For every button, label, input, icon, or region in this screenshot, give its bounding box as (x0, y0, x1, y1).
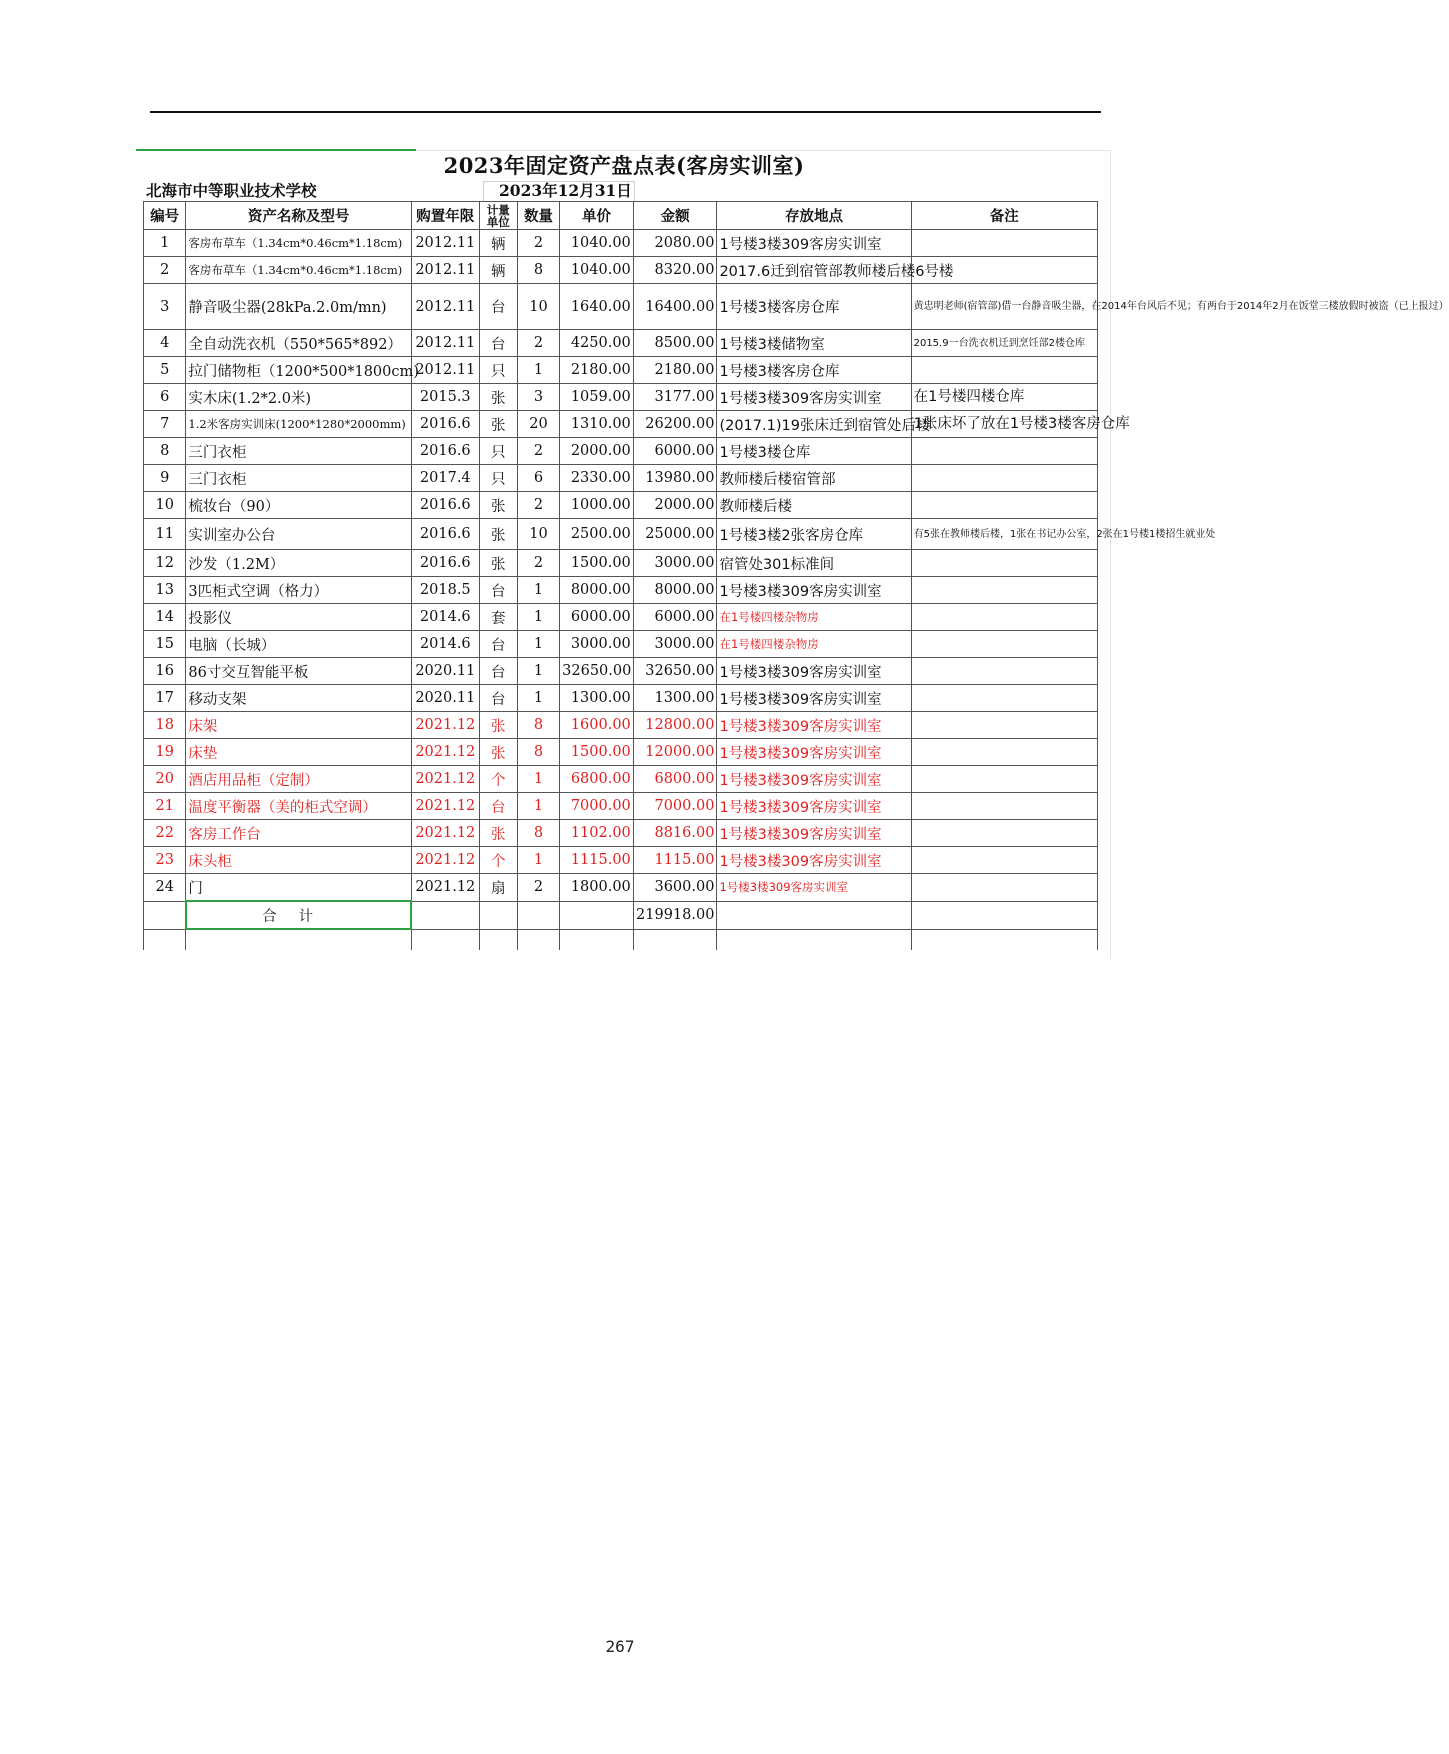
cell-amount: 6800.00 (633, 766, 717, 793)
total-blank (411, 901, 479, 929)
cell-unit: 张 (479, 820, 517, 847)
cell-name: 客房布草车（1.34cm*0.46cm*1.18cm) (186, 257, 411, 284)
cell-no: 6 (144, 384, 186, 411)
cell-location: 1号楼3楼仓库 (717, 438, 911, 465)
cell-amount: 16400.00 (633, 284, 717, 330)
cell-name: 移动支架 (186, 685, 411, 712)
cell-note (911, 793, 1097, 820)
inventory-sheet (138, 150, 1449, 959)
cell-qty: 20 (517, 411, 559, 438)
cell-no: 15 (144, 631, 186, 658)
asset-table (143, 201, 1449, 950)
cell-price: 4250.00 (560, 330, 634, 357)
cell-location: 1号楼3楼2张客房仓库 (717, 519, 911, 550)
cell-unit: 台 (479, 577, 517, 604)
cell-price: 1800.00 (560, 874, 634, 902)
cell-year: 2021.12 (411, 793, 479, 820)
cell-year: 2021.12 (411, 739, 479, 766)
empty-row (144, 929, 1098, 950)
table-row (144, 739, 1098, 766)
col-header-price: 单价 (560, 202, 634, 230)
table-row (144, 438, 1098, 465)
total-blank (717, 901, 911, 929)
cell-note (911, 685, 1097, 712)
cell-location: 1号楼3楼309客房实训室 (717, 577, 911, 604)
cell-name: 客房工作台 (186, 820, 411, 847)
cell-no: 2 (144, 257, 186, 284)
cell-price: 6000.00 (560, 604, 634, 631)
cell-amount: 8816.00 (633, 820, 717, 847)
table-row (144, 631, 1098, 658)
cell-year: 2014.6 (411, 604, 479, 631)
cell-amount: 3177.00 (633, 384, 717, 411)
table-row (144, 847, 1098, 874)
cell-name: 1.2米客房实训床(1200*1280*2000mm) (186, 411, 411, 438)
cell-unit: 台 (479, 330, 517, 357)
cell-qty: 8 (517, 257, 559, 284)
cell-no: 8 (144, 438, 186, 465)
cell-location: 教师楼后楼宿管部 (717, 465, 911, 492)
table-row (144, 658, 1098, 685)
cell-name: 实木床(1.2*2.0米) (186, 384, 411, 411)
cell-no: 11 (144, 519, 186, 550)
cell-qty: 2 (517, 330, 559, 357)
cell-no: 19 (144, 739, 186, 766)
cell-location: 1号楼3楼309客房实训室 (717, 766, 911, 793)
cell-amount: 8000.00 (633, 577, 717, 604)
cell-price: 1115.00 (560, 847, 634, 874)
cell-note (911, 874, 1097, 902)
cell-amount: 32650.00 (633, 658, 717, 685)
cell-year: 2015.3 (411, 384, 479, 411)
cell-note (911, 465, 1097, 492)
table-row (144, 357, 1098, 384)
cell-amount: 7000.00 (633, 793, 717, 820)
cell-location: 1号楼3楼309客房实训室 (717, 847, 911, 874)
cell-year: 2012.11 (411, 284, 479, 330)
cell-qty: 8 (517, 739, 559, 766)
cell-unit: 辆 (479, 257, 517, 284)
cell-no: 10 (144, 492, 186, 519)
cell-price: 1059.00 (560, 384, 634, 411)
cell-qty: 1 (517, 685, 559, 712)
cell-year: 2018.5 (411, 577, 479, 604)
cell-location: 1号楼3楼309客房实训室 (717, 230, 911, 257)
cell-unit: 张 (479, 492, 517, 519)
cell-price: 32650.00 (560, 658, 634, 685)
cell-location: 1号楼3楼309客房实训室 (717, 739, 911, 766)
cell-no: 24 (144, 874, 186, 902)
cell-note (911, 438, 1097, 465)
cell-price: 3000.00 (560, 631, 634, 658)
cell-location: 宿管处301标准间 (717, 550, 911, 577)
cell-unit: 张 (479, 712, 517, 739)
cell-amount: 3000.00 (633, 550, 717, 577)
cell-no: 20 (144, 766, 186, 793)
cell-name: 三门衣柜 (186, 465, 411, 492)
cell-qty: 1 (517, 357, 559, 384)
cell-qty: 1 (517, 658, 559, 685)
cell-unit: 只 (479, 357, 517, 384)
cell-location: 1号楼3楼客房仓库 (717, 284, 911, 330)
cell-name: 86寸交互智能平板 (186, 658, 411, 685)
cell-amount: 2080.00 (633, 230, 717, 257)
cell-no: 16 (144, 658, 186, 685)
cell-unit: 扇 (479, 874, 517, 902)
cell-price: 1000.00 (560, 492, 634, 519)
cell-note: 黄忠明老师(宿管部)借一台静音吸尘器，在2014年台风后不见；有两台于2014年2月在饭堂三楼放假时被盗（已上报过） (911, 284, 1097, 330)
cell-unit: 张 (479, 550, 517, 577)
cell-no: 5 (144, 357, 186, 384)
cell-qty: 2 (517, 230, 559, 257)
cell-amount: 2180.00 (633, 357, 717, 384)
cell-year: 2016.6 (411, 438, 479, 465)
cell-note: 有5张在教师楼后楼，1张在书记办公室，2张在1号楼1楼招生就业处 (911, 519, 1097, 550)
cell-price: 2330.00 (560, 465, 634, 492)
cell-qty: 3 (517, 384, 559, 411)
cell-note (911, 766, 1097, 793)
header-rule (150, 111, 1101, 113)
cell-year: 2020.11 (411, 685, 479, 712)
cell-qty: 1 (517, 766, 559, 793)
cell-note (911, 847, 1097, 874)
cell-unit: 台 (479, 685, 517, 712)
cell-note (911, 712, 1097, 739)
table-row (144, 766, 1098, 793)
cell-name: 床垫 (186, 739, 411, 766)
cell-name: 门 (186, 874, 411, 902)
cell-location: 1号楼3楼储物室 (717, 330, 911, 357)
table-row (144, 492, 1098, 519)
cell-location: 2017.6迁到宿管部教师楼后楼6号楼 (717, 257, 911, 284)
cell-no: 7 (144, 411, 186, 438)
total-blank (560, 901, 634, 929)
cell-year: 2017.4 (411, 465, 479, 492)
page-number: 267 (605, 1637, 635, 1656)
cell-qty: 6 (517, 465, 559, 492)
table-row (144, 712, 1098, 739)
cell-unit: 个 (479, 847, 517, 874)
col-header-name: 资产名称及型号 (186, 202, 411, 230)
table-row (144, 465, 1098, 492)
table-row (144, 820, 1098, 847)
cell-name: 静音吸尘器(28kPa.2.0m/mn) (186, 284, 411, 330)
cell-note (911, 230, 1097, 257)
cell-price: 1040.00 (560, 230, 634, 257)
cell-name: 床架 (186, 712, 411, 739)
cell-location: 1号楼3楼309客房实训室 (717, 712, 911, 739)
cell-location: 1号楼3楼309客房实训室 (717, 384, 911, 411)
cell-note (911, 631, 1097, 658)
table-row (144, 577, 1098, 604)
cell-amount: 12800.00 (633, 712, 717, 739)
cell-year: 2016.6 (411, 492, 479, 519)
cell-location: (2017.1)19张床迁到宿管处后楼 (717, 411, 911, 438)
cell-no: 18 (144, 712, 186, 739)
cell-year: 2012.11 (411, 330, 479, 357)
cell-note (911, 658, 1097, 685)
cell-year: 2014.6 (411, 631, 479, 658)
cell-year: 2020.11 (411, 658, 479, 685)
table-row (144, 384, 1098, 411)
cell-name: 床头柜 (186, 847, 411, 874)
cell-qty: 8 (517, 820, 559, 847)
total-blank (911, 901, 1097, 929)
report-date: 2023年12月31日 (499, 181, 632, 200)
cell-unit: 辆 (479, 230, 517, 257)
cell-price: 1600.00 (560, 712, 634, 739)
sheet-title: 2023年固定资产盘点表(客房实训室) (443, 153, 805, 178)
cell-price: 6800.00 (560, 766, 634, 793)
cell-price: 1102.00 (560, 820, 634, 847)
cell-price: 1040.00 (560, 257, 634, 284)
table-row (144, 793, 1098, 820)
table-row (144, 550, 1098, 577)
total-blank (517, 901, 559, 929)
cell-amount: 1115.00 (633, 847, 717, 874)
cell-unit: 张 (479, 384, 517, 411)
cell-unit: 张 (479, 411, 517, 438)
cell-unit: 张 (479, 739, 517, 766)
cell-no: 21 (144, 793, 186, 820)
cell-qty: 2 (517, 492, 559, 519)
cell-no: 13 (144, 577, 186, 604)
cell-name: 投影仪 (186, 604, 411, 631)
cell-amount: 26200.00 (633, 411, 717, 438)
table-row (144, 257, 1098, 284)
cell-name: 梳妆台（90） (186, 492, 411, 519)
cell-year: 2021.12 (411, 847, 479, 874)
cell-name: 实训室办公台 (186, 519, 411, 550)
total-blank (144, 901, 186, 929)
cell-name: 拉门储物柜（1200*500*1800cm) (186, 357, 411, 384)
cell-unit: 台 (479, 658, 517, 685)
cell-qty: 10 (517, 519, 559, 550)
cell-note (911, 604, 1097, 631)
cell-amount: 12000.00 (633, 739, 717, 766)
cell-amount: 13980.00 (633, 465, 717, 492)
total-amount: 219918.00 (633, 901, 717, 929)
cell-qty: 10 (517, 284, 559, 330)
cell-note (911, 577, 1097, 604)
cell-qty: 2 (517, 874, 559, 902)
cell-unit: 台 (479, 284, 517, 330)
col-header-amount: 金额 (633, 202, 717, 230)
cell-location: 教师楼后楼 (717, 492, 911, 519)
table-row (144, 284, 1098, 330)
cell-qty: 1 (517, 847, 559, 874)
cell-price: 1640.00 (560, 284, 634, 330)
cell-price: 1310.00 (560, 411, 634, 438)
cell-amount: 8320.00 (633, 257, 717, 284)
cell-location: 1号楼3楼309客房实训室 (717, 874, 911, 902)
cell-unit: 只 (479, 438, 517, 465)
cell-year: 2016.6 (411, 519, 479, 550)
table-row (144, 230, 1098, 257)
cell-location: 1号楼3楼309客房实训室 (717, 793, 911, 820)
total-row (144, 901, 1098, 929)
cell-name: 沙发（1.2M） (186, 550, 411, 577)
table-row (144, 519, 1098, 550)
cell-note: 1张床坏了放在1号楼3楼客房仓库 (911, 411, 1097, 438)
cell-qty: 1 (517, 577, 559, 604)
col-header-note: 备注 (911, 202, 1097, 230)
cell-qty: 2 (517, 550, 559, 577)
cell-no: 23 (144, 847, 186, 874)
cell-year: 2021.12 (411, 712, 479, 739)
cell-year: 2021.12 (411, 820, 479, 847)
cell-amount: 6000.00 (633, 604, 717, 631)
cell-price: 2180.00 (560, 357, 634, 384)
cell-note (911, 820, 1097, 847)
cell-name: 电脑（长城） (186, 631, 411, 658)
cell-price: 1500.00 (560, 550, 634, 577)
cell-location: 在1号楼四楼杂物房 (717, 631, 911, 658)
cell-amount: 6000.00 (633, 438, 717, 465)
cell-unit: 张 (479, 519, 517, 550)
cell-amount: 1300.00 (633, 685, 717, 712)
cell-no: 1 (144, 230, 186, 257)
cell-amount: 3000.00 (633, 631, 717, 658)
cell-amount: 25000.00 (633, 519, 717, 550)
cell-amount: 3600.00 (633, 874, 717, 902)
cell-qty: 8 (517, 712, 559, 739)
cell-location: 1号楼3楼309客房实训室 (717, 658, 911, 685)
cell-note: 在1号楼四楼仓库 (911, 384, 1097, 411)
cell-note: 2015.9一台洗衣机迁到烹饪部2楼仓库 (911, 330, 1097, 357)
cell-year: 2021.12 (411, 874, 479, 902)
cell-year: 2021.12 (411, 766, 479, 793)
cell-amount: 8500.00 (633, 330, 717, 357)
col-header-location: 存放地点 (717, 202, 911, 230)
school-name: 北海市中等职业技术学校 (146, 181, 317, 200)
cell-note (911, 550, 1097, 577)
cell-name: 全自动洗衣机（550*565*892） (186, 330, 411, 357)
table-row (144, 685, 1098, 712)
cell-location: 1号楼3楼客房仓库 (717, 357, 911, 384)
cell-note (911, 492, 1097, 519)
cell-note (911, 357, 1097, 384)
cell-price: 8000.00 (560, 577, 634, 604)
cell-no: 14 (144, 604, 186, 631)
cell-unit: 只 (479, 465, 517, 492)
cell-qty: 2 (517, 438, 559, 465)
total-blank (479, 901, 517, 929)
cell-price: 2000.00 (560, 438, 634, 465)
col-header-unit: 计量单位 (479, 202, 517, 230)
cell-name: 酒店用品柜（定制） (186, 766, 411, 793)
cell-name: 客房布草车（1.34cm*0.46cm*1.18cm) (186, 230, 411, 257)
cell-no: 3 (144, 284, 186, 330)
cell-location: 1号楼3楼309客房实训室 (717, 820, 911, 847)
col-header-year: 购置年限 (411, 202, 479, 230)
cell-price: 2500.00 (560, 519, 634, 550)
table-row (144, 874, 1098, 902)
cell-price: 7000.00 (560, 793, 634, 820)
cell-unit: 套 (479, 604, 517, 631)
cell-year: 2012.11 (411, 257, 479, 284)
cell-qty: 1 (517, 631, 559, 658)
cell-price: 1500.00 (560, 739, 634, 766)
cell-location: 1号楼3楼309客房实训室 (717, 685, 911, 712)
table-row (144, 411, 1098, 438)
cell-no: 9 (144, 465, 186, 492)
total-label: 合计 (186, 901, 411, 929)
col-header-no: 编号 (144, 202, 186, 230)
cell-location: 在1号楼四楼杂物房 (717, 604, 911, 631)
cell-year: 2016.6 (411, 550, 479, 577)
table-row (144, 604, 1098, 631)
cell-no: 4 (144, 330, 186, 357)
cell-year: 2012.11 (411, 357, 479, 384)
cell-qty: 1 (517, 604, 559, 631)
cell-name: 温度平衡器（美的柜式空调） (186, 793, 411, 820)
cell-amount: 2000.00 (633, 492, 717, 519)
cell-unit: 台 (479, 631, 517, 658)
table-row (144, 330, 1098, 357)
header-row (144, 202, 1098, 230)
cell-year: 2012.11 (411, 230, 479, 257)
cell-year: 2016.6 (411, 411, 479, 438)
cell-unit: 个 (479, 766, 517, 793)
cell-price: 1300.00 (560, 685, 634, 712)
cell-no: 22 (144, 820, 186, 847)
cell-unit: 台 (479, 793, 517, 820)
cell-no: 17 (144, 685, 186, 712)
col-header-qty: 数量 (517, 202, 559, 230)
cell-qty: 1 (517, 793, 559, 820)
cell-no: 12 (144, 550, 186, 577)
cell-name: 三门衣柜 (186, 438, 411, 465)
cell-name: 3匹柜式空调（格力） (186, 577, 411, 604)
cell-note (911, 739, 1097, 766)
